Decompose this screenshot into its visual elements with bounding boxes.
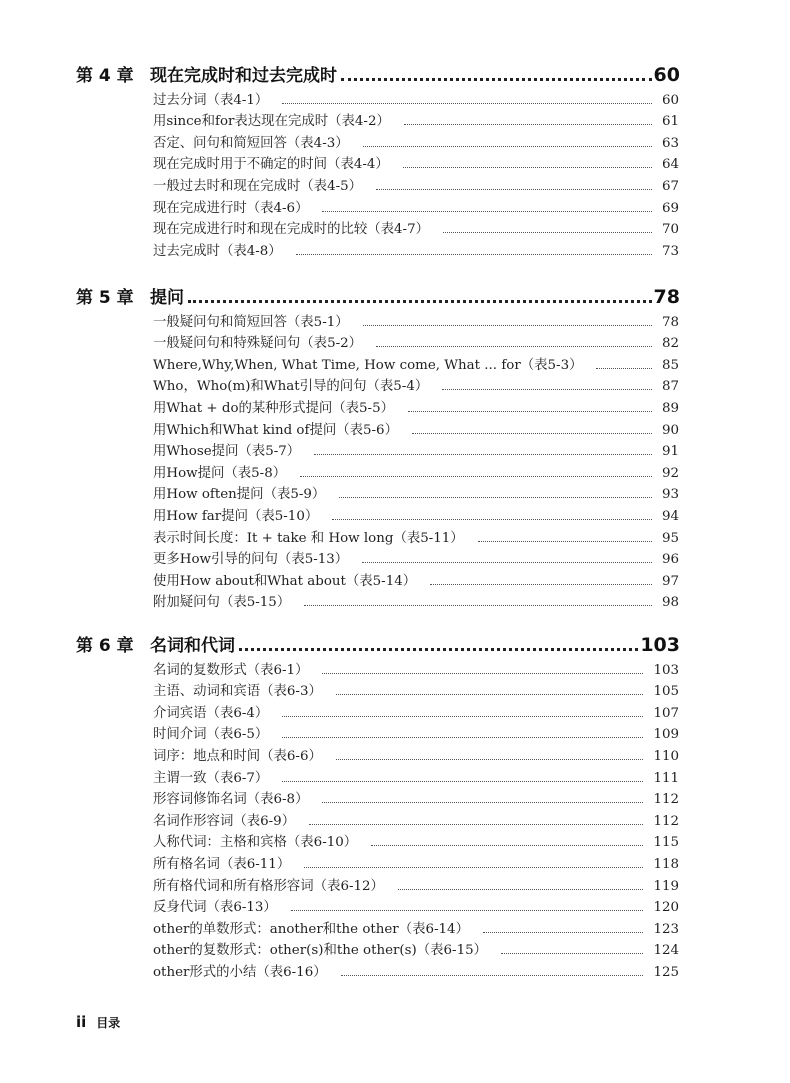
dot-leader [336,759,644,760]
chapter-heading [76,280,680,308]
entry-page-number: 73 [661,243,679,259]
dot-leader [300,476,652,477]
toc-entry [153,872,679,894]
toc-entry [153,438,679,460]
dot-leader [322,802,643,803]
entry-title: 现在完成进行时（表4-6） [153,200,309,216]
toc-entry [153,216,679,238]
toc-entry [153,937,679,959]
dot-leader [404,124,652,125]
toc-entry [153,330,679,352]
entry-page-number: 78 [661,314,679,330]
footer-page-number: ii [76,1013,87,1031]
entry-title: 名词的复数形式（表6-1） [153,662,309,678]
toc-entry [153,850,679,872]
dot-leader [363,325,652,326]
entry-page-number: 119 [653,878,679,894]
chapter-title: 名词和代词 [150,636,235,656]
chapter-heading [76,628,680,656]
page-footer [76,1013,120,1031]
toc-entry [153,151,679,173]
toc-entry [153,589,679,611]
entry-page-number: 124 [653,943,679,959]
dot-leader [442,389,652,390]
entry-page-number: 92 [661,465,679,481]
chapter-page-number: 78 [653,286,680,308]
dot-leader [188,300,652,303]
entry-page-number: 61 [661,114,679,130]
entry-page-number: 123 [653,921,679,937]
toc-entry [153,394,679,416]
entry-page-number: 118 [653,856,679,872]
dot-leader [291,910,644,911]
entry-title: other的单数形式：another和the other（表6-14） [153,921,469,937]
entry-page-number: 63 [661,135,679,151]
dot-leader [363,146,652,147]
entry-page-number: 64 [661,157,679,173]
entry-title: 使用How about和What about（表5-14） [153,573,417,589]
toc-entry [153,915,679,937]
entry-title: other的复数形式：other(s)和the other(s)（表6-15） [153,943,487,959]
entry-title: 表示时间长度：It + take 和 How long（表5-11） [153,530,464,546]
toc-entry [153,524,679,546]
dot-leader [239,648,638,651]
entry-title: 一般疑问句和特殊疑问句（表5-2） [153,336,363,352]
toc-entry [153,742,679,764]
entry-title: 介词宾语（表6-4） [153,705,269,721]
entry-page-number: 60 [661,92,679,108]
entry-page-number: 105 [653,684,679,700]
dot-leader [403,167,652,168]
entry-page-number: 70 [661,222,679,238]
toc-entry [153,172,679,194]
entry-page-number: 93 [661,487,679,503]
toc-entry [153,237,679,259]
entry-page-number: 85 [661,357,679,373]
dot-leader [596,368,651,369]
dot-leader [376,189,652,190]
toc-entry [153,108,679,130]
entry-title: 所有格代词和所有格形容词（表6-12） [153,878,384,894]
entry-page-number: 91 [661,444,679,460]
entry-title: 一般过去时和现在完成时（表4-5） [153,178,363,194]
toc-entry [153,373,679,395]
entry-page-number: 90 [661,422,679,438]
entry-page-number: 94 [661,508,679,524]
dot-leader [339,497,652,498]
entry-title: 名词作形容词（表6-9） [153,813,296,829]
entry-page-number: 112 [653,813,679,829]
footer-label: 目录 [96,1016,121,1030]
entry-page-number: 98 [661,595,679,611]
chapter-title: 现在完成时和过去完成时 [150,66,337,86]
entry-page-number: 111 [653,770,679,786]
dot-leader [408,411,652,412]
dot-leader [336,694,644,695]
toc-entry [153,502,679,524]
entry-page-number: 82 [661,336,679,352]
entry-title: 否定、问句和简短回答（表4-3） [153,135,349,151]
entry-title: 现在完成进行时和现在完成时的比较（表4-7） [153,222,429,238]
toc-entry [153,567,679,589]
entry-page-number: 110 [653,748,679,764]
entry-title: 用What + do的某种形式提问（表5-5） [153,400,394,416]
dot-leader [282,737,643,738]
toc-entry [153,351,679,373]
chapter-number: 第 6 章 [76,636,134,656]
entry-page-number: 109 [653,727,679,743]
dot-leader [322,673,643,674]
entry-page-number: 89 [661,400,679,416]
dot-leader [362,562,652,563]
chapter-heading [76,58,680,86]
toc-entry [153,481,679,503]
entry-title: 人称代词：主格和宾格（表6-10） [153,835,358,851]
dot-leader [314,454,652,455]
toc-entry [153,86,679,108]
toc-entry [153,894,679,916]
entry-title: 更多How引导的问句（表5-13） [153,552,349,568]
dot-leader [398,889,643,890]
toc-entry [153,678,679,700]
entry-title: 用How far提问（表5-10） [153,508,319,524]
entry-title: 过去完成时（表4-8） [153,243,282,259]
dot-leader [443,232,652,233]
dot-leader [341,975,644,976]
entry-page-number: 97 [661,573,679,589]
entry-page-number: 87 [661,379,679,395]
toc-entry [153,194,679,216]
entry-title: 一般疑问句和简短回答（表5-1） [153,314,349,330]
entry-title: 附加疑问句（表5-15） [153,595,291,611]
toc-entry [153,416,679,438]
toc-entry [153,958,679,980]
entry-title: 用Which和What kind of提问（表5-6） [153,422,398,438]
entry-title: other形式的小结（表6-16） [153,964,327,980]
entry-page-number: 67 [661,178,679,194]
entry-title: 时间介词（表6-5） [153,727,269,743]
entry-title: 过去分词（表4-1） [153,92,269,108]
toc-entry [153,129,679,151]
entry-page-number: 112 [653,792,679,808]
toc-entry [153,699,679,721]
toc-entry [153,786,679,808]
dot-leader [304,867,643,868]
dot-leader [282,716,643,717]
toc-entry [153,829,679,851]
entry-title: 现在完成时用于不确定的时间（表4-4） [153,157,389,173]
dot-leader [371,845,643,846]
dot-leader [341,78,652,81]
entry-page-number: 125 [653,964,679,980]
dot-leader [282,103,652,104]
toc-entry [153,459,679,481]
entry-title: 形容词修饰名词（表6-8） [153,792,309,808]
entry-page-number: 107 [653,705,679,721]
chapter-page-number: 103 [640,634,680,656]
dot-leader [296,254,652,255]
chapter-title: 提问 [150,288,184,308]
entry-title: 用How often提问（表5-9） [153,487,326,503]
chapter-number: 第 4 章 [76,66,134,86]
toc-entry [153,764,679,786]
entry-title: 主语、动词和宾语（表6-3） [153,684,322,700]
entry-page-number: 115 [653,835,679,851]
dot-leader [304,605,652,606]
toc-entry [153,721,679,743]
entry-title: 反身代词（表6-13） [153,900,277,916]
toc-entry [153,656,679,678]
entry-page-number: 96 [661,552,679,568]
entry-page-number: 69 [661,200,679,216]
chapter-number: 第 5 章 [76,288,134,308]
dot-leader [332,519,652,520]
toc-entry [153,807,679,829]
dot-leader [282,781,643,782]
dot-leader [483,932,643,933]
entry-page-number: 120 [653,900,679,916]
entry-title: 所有格名词（表6-11） [153,856,291,872]
dot-leader [322,211,651,212]
entry-page-number: 95 [661,530,679,546]
entry-title: Who，Who(m)和What引导的问句（表5-4） [153,379,429,395]
entry-title: 用Whose提问（表5-7） [153,444,301,460]
dot-leader [501,953,643,954]
dot-leader [430,584,652,585]
chapter-page-number: 60 [653,64,680,86]
entry-title: 用How提问（表5-8） [153,465,287,481]
dot-leader [478,541,652,542]
entry-title: 主谓一致（表6-7） [153,770,269,786]
entry-page-number: 103 [653,662,679,678]
entry-title: 词序：地点和时间（表6-6） [153,748,322,764]
dot-leader [412,433,652,434]
dot-leader [309,824,643,825]
entry-title: Where,Why,When, What Time, How come, What ... for（表5-3） [153,357,583,373]
entry-title: 用since和for表达现在完成时（表4-2） [153,114,390,130]
toc-entry [153,546,679,568]
toc-entry [153,308,679,330]
dot-leader [376,346,652,347]
